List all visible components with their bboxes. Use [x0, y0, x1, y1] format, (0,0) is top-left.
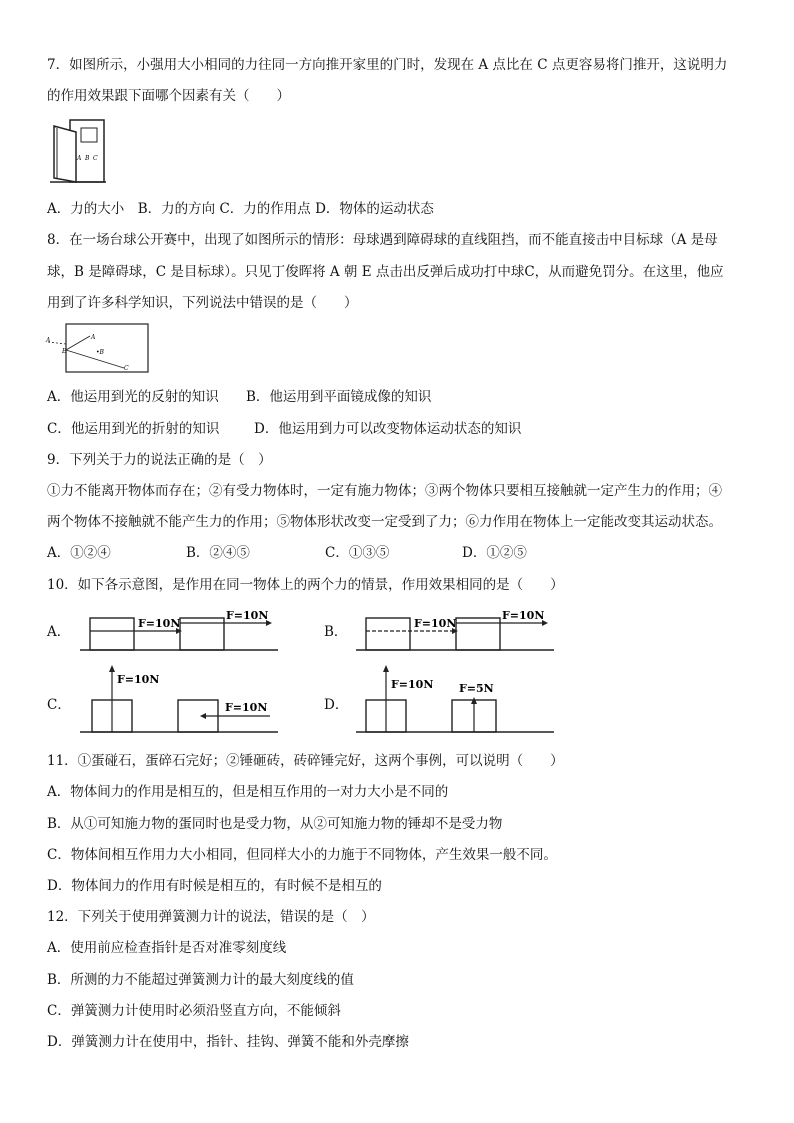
q12-option-a: A．使用前应检查指针是否对准零刻度线: [47, 940, 287, 956]
q10-a-force2: F=10N: [226, 609, 269, 622]
q8-billiards-figure: [44, 320, 152, 376]
q12-stem: 12．下列关于使用弹簧测力计的说法，错误的是（ ）: [47, 909, 375, 925]
q11-option-a: A．物体间力的作用是相互的，但是相互作用的一对力大小是不同的: [47, 784, 449, 800]
q7-stem-line2: 的作用效果跟下面哪个因素有关（ ）: [47, 88, 290, 104]
q9-option-d: D．①②⑤: [462, 545, 527, 561]
q7-door-figure: [50, 118, 108, 184]
q10-option-d: D．: [324, 697, 349, 713]
q10-option-a: A．: [47, 624, 71, 640]
q9-option-a: A．①②④: [47, 545, 111, 561]
q10-figure-c: [80, 662, 280, 736]
q12-option-d: D．弹簧测力计在使用中，指针、挂钩、弹簧不能和外壳摩擦: [47, 1034, 409, 1050]
q10-d-force2: F=5N: [459, 682, 494, 695]
q8-stem-line1: 8．在一场台球公开赛中，出现了如图所示的情形：母球遇到障碍球的直线阻挡，而不能直接击中目标球（A 是母: [47, 232, 718, 248]
q11-stem: 11．①蛋碰石，蛋碎石完好；②锤砸砖，砖碎锤完好，这两个事例，可以说明（ ）: [47, 753, 564, 769]
q12-option-b: B．所测的力不能超过弹簧测力计的最大刻度线的值: [47, 972, 354, 988]
q7-options: A．力的大小 B．力的方向 C．力的作用点 D．物体的运动状态: [47, 201, 434, 217]
q8-label-c: C: [124, 365, 129, 372]
q10-b-force1: F=10N: [414, 617, 457, 630]
q12-option-c: C．弹簧测力计使用时必须沿竖直方向，不能倾斜: [47, 1003, 341, 1019]
q10-a-force1: F=10N: [138, 617, 181, 630]
q11-option-b: B．从①可知施力物的蛋同时也是受力物，从②可知施力物的锤却不是受力物: [47, 816, 503, 832]
q10-b-force2: F=10N: [502, 609, 545, 622]
q11-option-d: D．物体间力的作用有时候是相互的，有时候不是相互的: [47, 878, 382, 894]
q8-option-c: C．他运用到光的折射的知识: [47, 421, 220, 437]
q10-d-force1: F=10N: [391, 678, 434, 691]
q9-option-b: B．②④⑤: [186, 545, 250, 561]
q10-figure-d: [356, 662, 556, 736]
q7-label-a: A: [77, 155, 82, 162]
q8-option-d: D．他运用到力可以改变物体运动状态的知识: [254, 421, 522, 437]
q8-label-b: •B: [96, 349, 104, 356]
q8-stem-line2: 球，B 是障碍球，C 是目标球）。只见丁俊晖将 A 朝 E 点击出反弹后成功打中球C，从而避免罚分。在这里，他应: [47, 264, 724, 280]
q7-label-b: B: [85, 155, 90, 162]
q7-label-c: C: [93, 155, 98, 162]
q8-option-b: B．他运用到平面镜成像的知识: [246, 389, 432, 405]
q8-label-e: E: [62, 348, 67, 355]
q9-stem-line1: 9．下列关于力的说法正确的是（ ）: [47, 452, 272, 468]
q8-option-a: A．他运用到光的反射的知识: [47, 389, 219, 405]
q10-option-b: B．: [324, 624, 348, 640]
q9-option-c: C．①③⑤: [325, 545, 390, 561]
q10-c-force2: F=10N: [225, 701, 268, 714]
q10-stem: 10．如下各示意图，是作用在同一物体上的两个力的情景，作用效果相同的是（ ）: [47, 577, 564, 593]
q8-stem-line3: 用到了许多科学知识，下列说法中错误的是（ ）: [47, 295, 358, 311]
q10-figure-b: [356, 603, 556, 653]
q9-stem-line2: ①力不能离开物体而存在；②有受力物体时，一定有施力物体；③两个物体只要相互接触就一定产生力的作用；④: [47, 483, 722, 499]
q11-option-c: C．物体间相互作用力大小相同，但同样大小的力施于不同物体，产生效果一般不同。: [47, 847, 557, 863]
q8-label-a: A: [91, 334, 96, 341]
q10-c-force1: F=10N: [117, 673, 160, 686]
q9-stem-line3: 两个物体不接触就不能产生力的作用；⑤物体形状改变一定受到了力；⑥力作用在物体上一定能改变其运动状态。: [47, 514, 722, 530]
q7-stem-line1: 7．如图所示，小强用大小相同的力往同一方向推开家里的门时，发现在 A 点比在 C 点更容易将门推开，这说明力: [47, 57, 728, 73]
q8-label-left: A: [46, 337, 51, 344]
q10-figure-a: [80, 603, 280, 653]
q10-option-c: C．: [47, 697, 71, 713]
